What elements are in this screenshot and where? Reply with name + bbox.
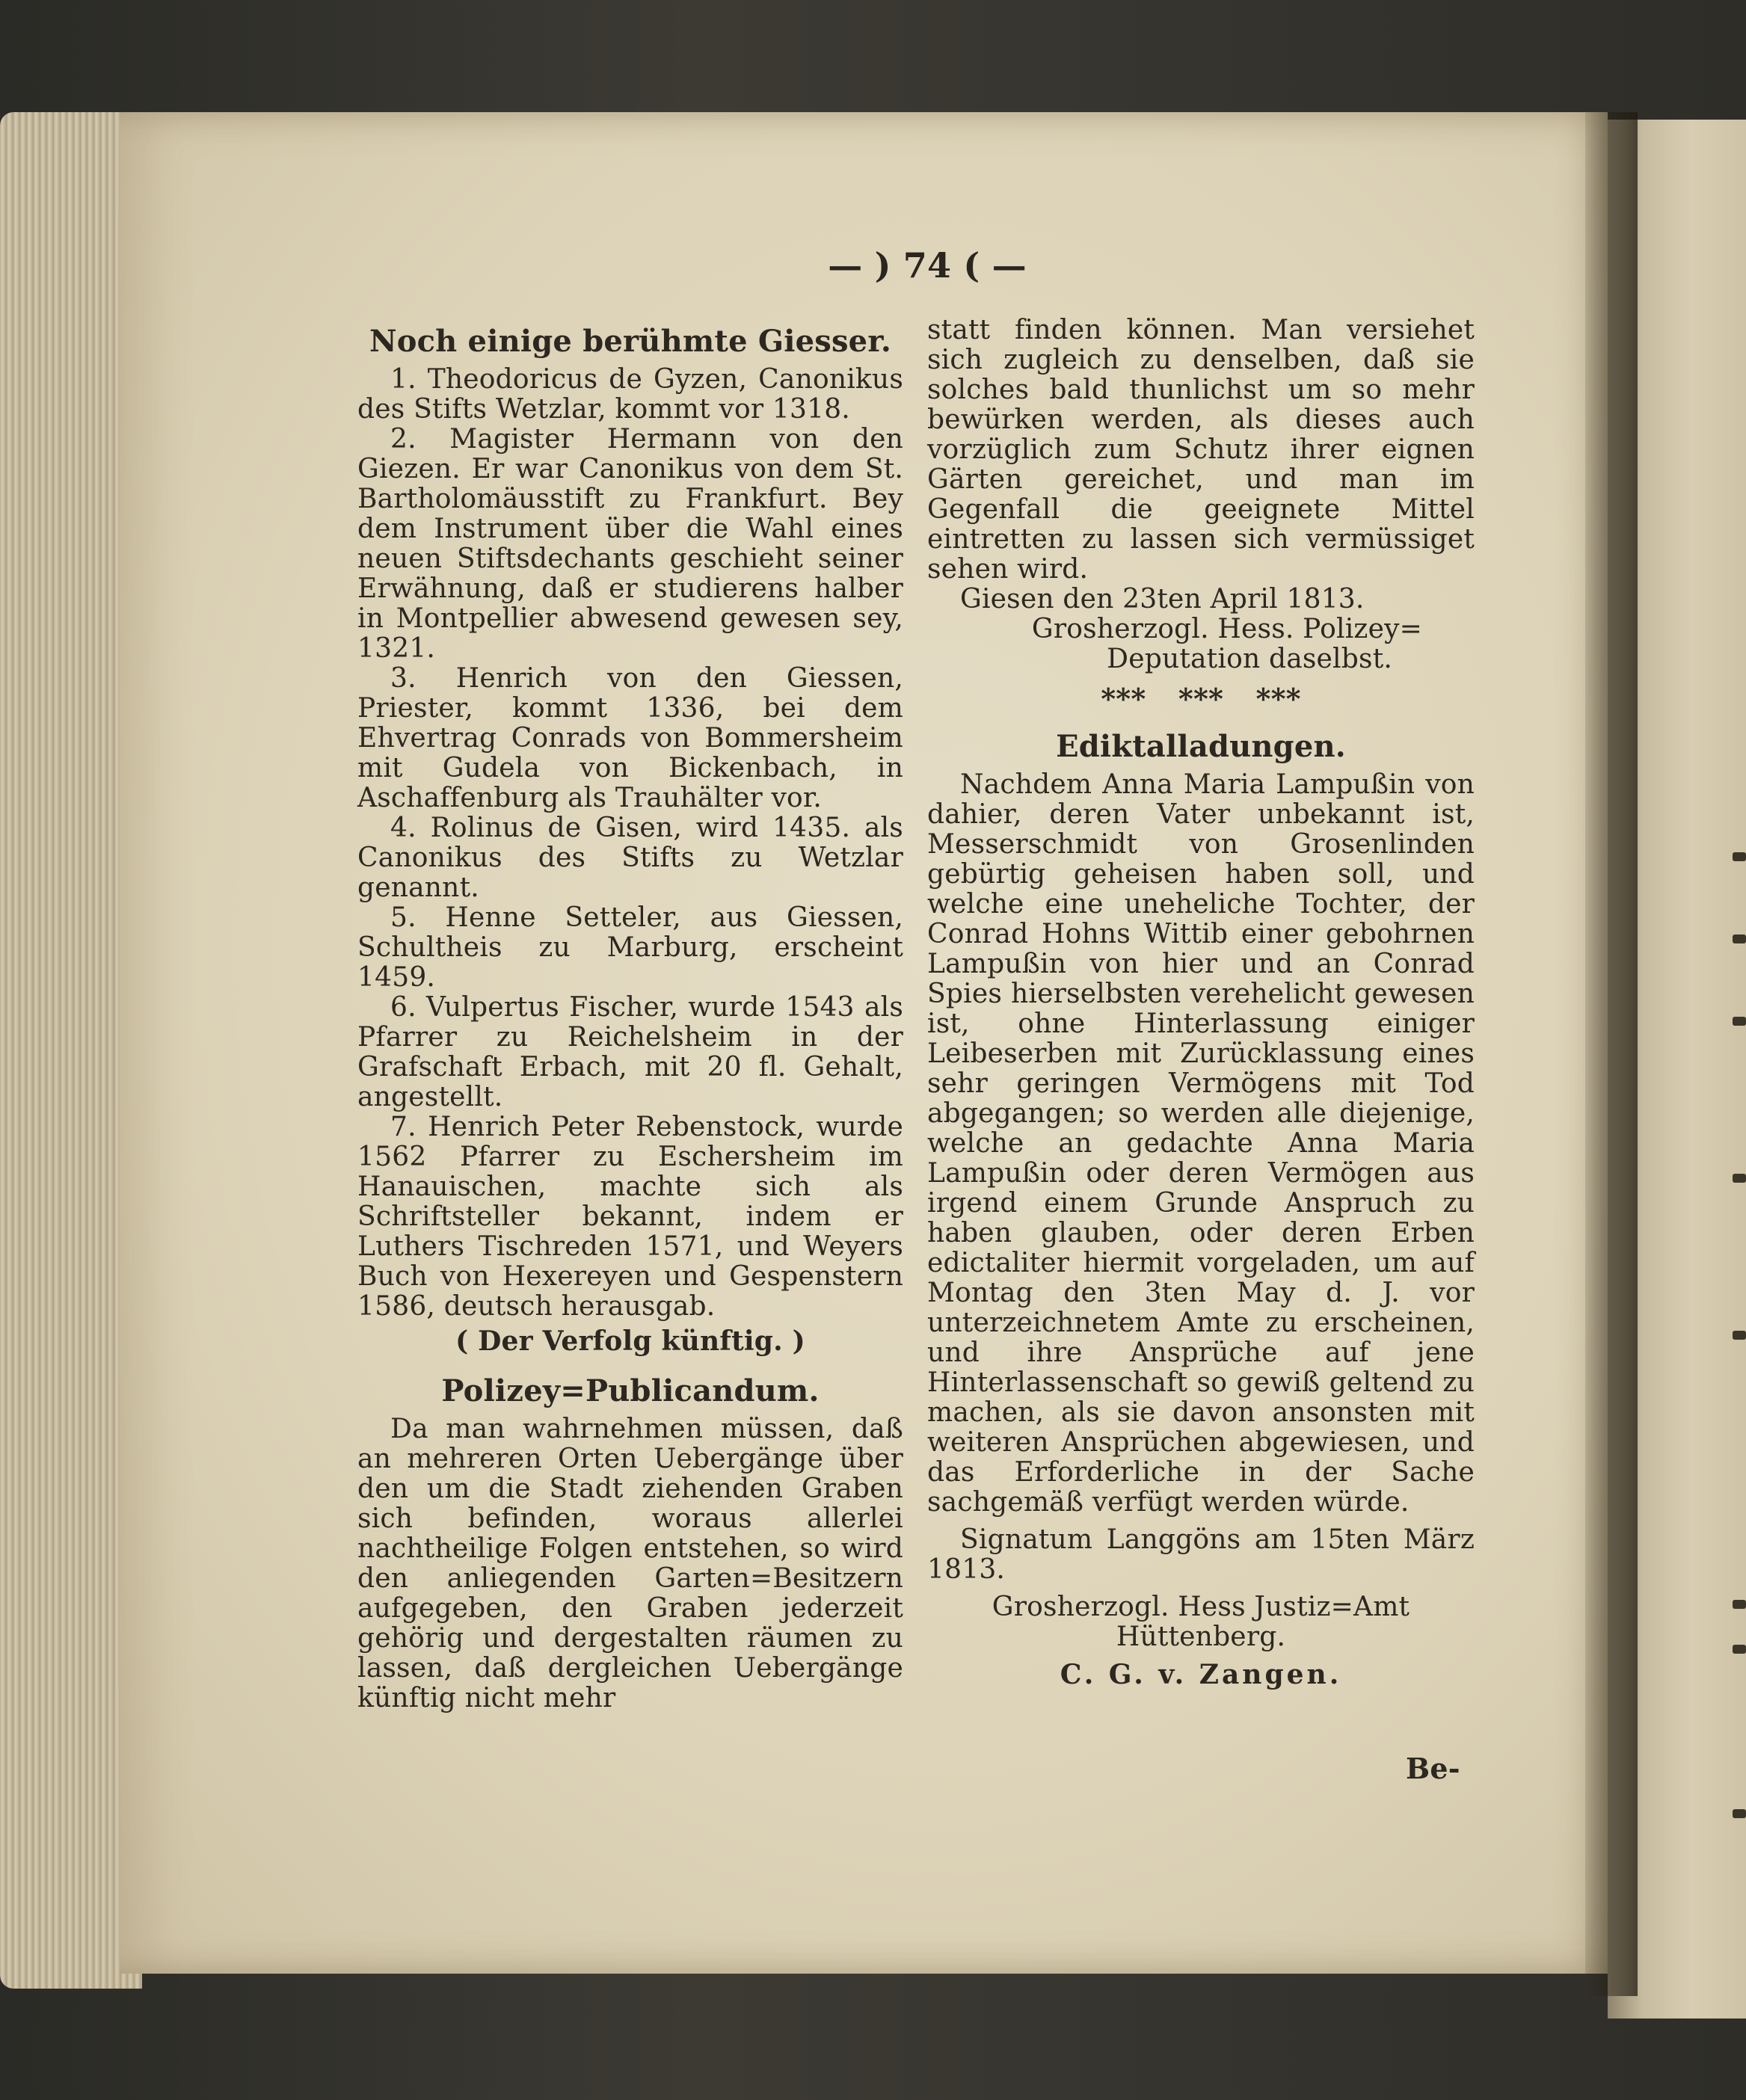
giesser-item-3: 3. Henrich von den Giessen, Priester, kommt 1336, bei dem Ehvertrag Conrads von Bommersheim mit Gudela von Bickenbach, in Aschaffenburg als Trauhälter vor. xyxy=(357,663,903,813)
edict-date: Signatum Langgöns am 15ten März 1813. xyxy=(927,1524,1475,1585)
giesser-item-1: 1. Theodoricus de Gyzen, Canonikus des Stifts Wetzlar, kommt vor 1318. xyxy=(357,364,903,425)
heading-police: Polizey=Publicandum. xyxy=(441,1373,820,1408)
police-date: Giesen den 23ten April 1813. xyxy=(960,584,1365,615)
right-column xyxy=(927,315,1475,1690)
giesser-item-2: 2. Magister Hermann von den Giezen. Er war Canonikus von dem St. Bartholomäusstift zu Frankfurt. Bey dem Instrument über die Wahl eines neuen Stiftsdechants geschieht seiner Erwähnung, daß er studierens halber in Montpellier abwesend gewesen sey, 1321. xyxy=(357,424,903,664)
gutter-shadow xyxy=(1585,112,1638,1996)
police-signature-line-1: Grosherzogl. Hess. Polizey= xyxy=(1031,614,1422,644)
section-divider-stars: *** *** *** xyxy=(1101,682,1301,715)
page-number: — ) 74 ( — xyxy=(828,245,1027,286)
edict-signature-name: C. G. v. Zangen. xyxy=(1060,1659,1342,1690)
heading-giesser: Noch einige berühmte Giesser. xyxy=(369,324,892,359)
police-signature-line-2: Deputation daselbst. xyxy=(1107,644,1392,674)
edict-text: Nachdem Anna Maria Lampußin von dahier, deren Vater unbekannt ist, Messerschmidt von Grosenlinden gebürtig geheisen haben soll, und welche eine uneheliche Tochter, der Conrad Hohns Wittib einer gebohrnen Lampußin von hier und an Conrad Spies hierselbsten verehelicht gewesen ist, ohne Hinterlassung einiger Leibeserben mit Zurücklassung eines sehr geringen Vermögens mit Tod abgegangen; so werden alle diejenige, welche an gedachte Anna Maria Lampußin oder deren Vermögen aus irgend einem Grunde Anspruch zu haben glauben, oder deren Erben edictaliter hiermit vorgeladen, um auf Montag den 3ten May d. J. vor unterzeichnetem Amte zu erscheinen, und ihre Ansprüche auf jene Hinterlassenschaft so gewiß geltend zu machen, als sie davon ansonsten mit weiteren Ansprüchen abgewiesen, und das Erforderliche in der Sache sachgemäß verfügt werden würde. xyxy=(927,769,1475,1518)
heading-edict: Ediktalladungen. xyxy=(1056,729,1346,764)
edict-signature-line-2: Hüttenberg. xyxy=(1116,1622,1286,1652)
police-text: Da man wahrnehmen müssen, daß an mehreren Orten Uebergänge über den um die Stadt ziehenden Graben sich befinden, woraus allerlei nachtheilige Folgen entstehen, so wird den anliegenden Garten=Besitzern aufgegeben, den Graben jederzeit gehörig und dergestalten räumen zu lassen, daß dergleichen Uebergänge künftig nicht mehr xyxy=(357,1414,903,1713)
giesser-item-7: 7. Henrich Peter Rebenstock, wurde 1562 Pfarrer zu Eschersheim im Hanauischen, machte sich als Schriftsteller bekannt, indem er Luthers Tischreden 1571, und Weyers Buch von Hexereyen und Gespenstern 1586, deutsch herausgab. xyxy=(357,1112,903,1322)
police-text-continued: statt finden können. Man versiehet sich zugleich zu denselben, daß sie solches bald thunlichst um so mehr bewürken werden, als dieses auch vorzüglich zum Schutz ihrer eignen Gärten gereichet, und man im Gegenfall die geeignete Mittel eintretten zu lassen sich vermüssiget sehen wird. xyxy=(927,315,1475,585)
giesser-item-5: 5. Henne Setteler, aus Giessen, Schultheis zu Marburg, erscheint 1459. xyxy=(357,902,903,993)
giesser-item-6: 6. Vulpertus Fischer, wurde 1543 als Pfarrer zu Reichelsheim in der Grafschaft Erbach, mit 20 fl. Gehalt, angestellt. xyxy=(357,992,903,1112)
giesser-item-4: 4. Rolinus de Gisen, wird 1435. als Canonikus des Stifts zu Wetzlar genannt. xyxy=(357,813,903,903)
left-column xyxy=(357,315,903,1713)
catchword: Be- xyxy=(1406,1752,1460,1785)
continuation-note: ( Der Verfolg künftig. ) xyxy=(455,1325,805,1357)
edict-signature-line-1: Grosherzogl. Hess Justiz=Amt xyxy=(992,1592,1410,1622)
